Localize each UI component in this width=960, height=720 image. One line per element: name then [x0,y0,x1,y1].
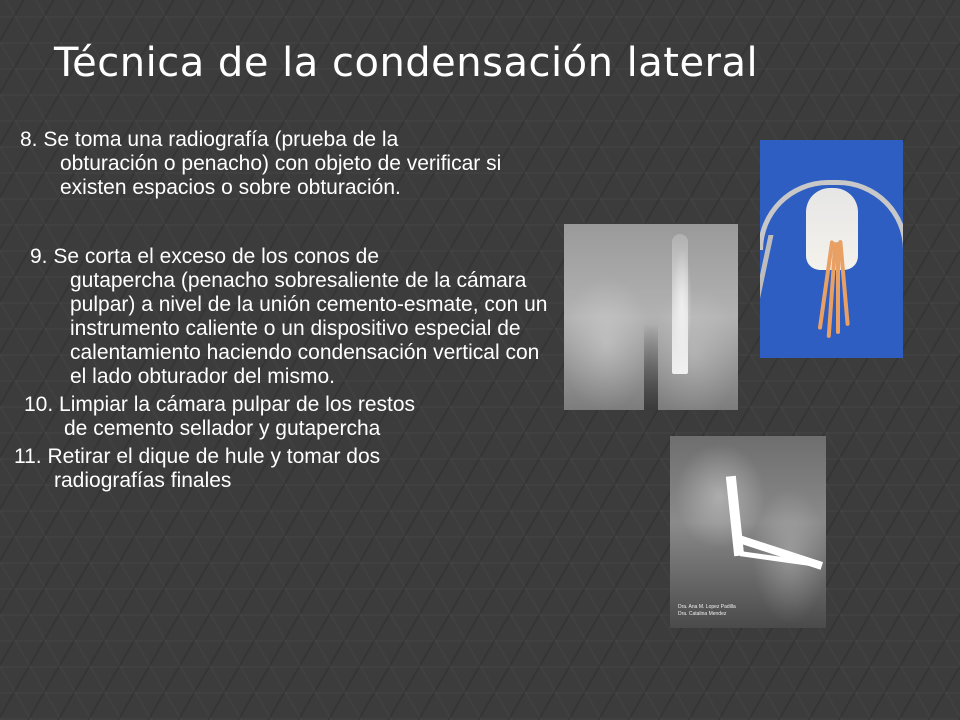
paragraph-step-9 [0,245,550,389]
rubber-dam-photo [760,140,903,358]
paragraph-step-10 [0,393,550,441]
body-text [0,128,550,493]
paragraph-first-line: 9. Se corta el exceso de los conos de [30,245,380,268]
radiograph-final-image [670,436,826,628]
dam-clamp-wire [760,235,800,315]
paragraph-continuation: gutapercha (penacho sobresaliente de la cámara pulpar) a nivel de la unión cemento-esmate, con un instrumento caliente o un dispositivo especial de calentamiento haciendo condensación vertical con el lado obturador del mismo. [70,269,548,388]
interdental-gap [644,324,658,410]
paragraph-continuation: obturación o penacho) con objeto de verificar si existen espacios o sobre obturación. [60,152,502,199]
paragraph-continuation: de cemento sellador y gutapercha [64,417,381,440]
radiograph-caption-line: Dra. Catalina Mendez [678,611,727,617]
paragraph-continuation: radiografías finales [54,469,232,492]
radiograph-test-image [564,224,738,410]
paragraph-step-8 [0,128,550,200]
slide-title: Técnica de la condensación lateral [54,40,759,86]
radiograph-caption-line: Dra. Ana M. Lopez Padilla [678,604,736,610]
radiograph-caption [678,604,736,618]
paragraph-first-line: 10. Limpiar la cámara pulpar de los restos [24,393,416,416]
paragraph-first-line: 11. Retirar el dique de hule y tomar dos [14,445,381,468]
paragraph-first-line: 8. Se toma una radiografía (prueba de la [20,128,399,151]
root-filling-shadow [672,234,688,374]
paragraph-step-11 [0,445,550,493]
